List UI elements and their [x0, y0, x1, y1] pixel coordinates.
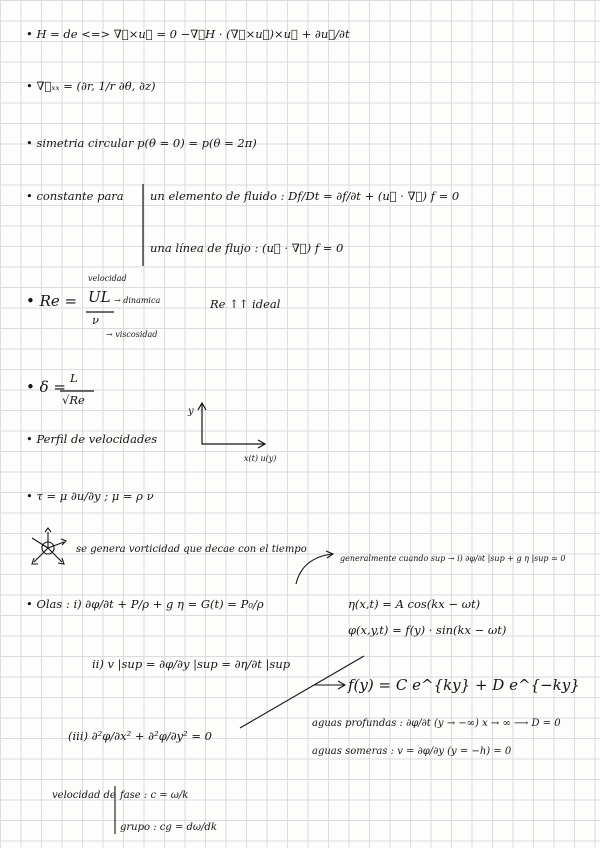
waves-condition-ii: ii) v |sup = ∂φ/∂y |sup = ∂η/∂t |sup	[92, 657, 291, 671]
velocity-label: velocidad de	[52, 790, 116, 801]
arrow-to-fy	[312, 680, 348, 690]
vortex-icon	[28, 526, 76, 574]
reynolds-note-velocity: velocidad	[88, 274, 127, 283]
delta-denominator: √Re	[62, 393, 85, 407]
wave-phi: φ(x,y,t) = f(y) · sin(kx − ωt)	[348, 623, 507, 637]
note-line-constant: • constante para	[26, 189, 124, 203]
note-line-gradient: • ∇⃗ₓₓ = (∂r, 1/r ∂θ, ∂z)	[26, 79, 156, 93]
bracket-line	[141, 182, 151, 272]
curved-arrow	[292, 548, 342, 588]
reynolds-note-viscosity: → viscosidad	[106, 330, 158, 339]
reynolds-note-dynamic: → dinamica	[114, 296, 161, 305]
delta-numerator: L	[70, 371, 78, 385]
reynolds-numerator: UL	[88, 288, 111, 306]
general-note: generalmente cuando sup → i) ∂φ/∂t |sup + g η |sup = 0	[340, 554, 566, 563]
reynolds-fraction-bar	[86, 310, 116, 314]
velocity-profile-label: • Perfil de velocidades	[26, 432, 158, 446]
note-line-fluid-element: un elemento de fluido : Df/Dt = ∂f/∂t + (u⃗ · ∇⃗) f = 0	[150, 189, 460, 203]
delta-label: • δ =	[26, 378, 66, 396]
reynolds-label: • Re =	[26, 292, 78, 310]
waves-condition-iii: (iii) ∂²φ/∂x² + ∂²φ/∂y² = 0	[68, 729, 212, 743]
reynolds-ideal: Re ↑↑ ideal	[210, 297, 281, 311]
velocity-profile-axes	[190, 400, 270, 450]
wave-eta: η(x,t) = A cos(kx − ωt)	[348, 597, 481, 611]
group-velocity: grupo : cg = dω/dk	[120, 822, 217, 833]
wave-fy: f(y) = C e^{ky} + D e^{−ky}	[348, 676, 580, 694]
axis-x-label: x(t) u(y)	[244, 454, 277, 463]
vortex-text: se genera vorticidad que decae con el tiempo	[76, 544, 307, 555]
axis-y-label: y	[188, 406, 194, 417]
phase-velocity: fase : c = ω/k	[120, 790, 189, 801]
shear-stress-line: • τ = μ ∂u/∂y ; μ = ρ ν	[26, 489, 154, 503]
shallow-water-note: aguas someras : v = ∂φ/∂y (y = −h) = 0	[312, 746, 512, 757]
note-line-symmetry: • simetria circular p(θ = 0) = p(θ = 2π)	[26, 136, 257, 150]
reynolds-denominator: ν	[92, 313, 99, 327]
note-line-harmonic: • H = de <=> ∇⃗×u⃗ = 0 −∇⃗H · (∇⃗×u⃗)×u⃗ + ∂u⃗/∂t	[26, 27, 350, 41]
waves-condition-i: • Olas : i) ∂φ/∂t + P/ρ + g η = G(t) = P₀/ρ	[26, 597, 264, 611]
note-line-flow-line: una línea de flujo : (u⃗ · ∇⃗) f = 0	[150, 241, 344, 255]
deep-water-note: aguas profundas : ∂φ/∂t (y → −∞) x → ∞ ⟶ D = 0	[312, 718, 561, 729]
